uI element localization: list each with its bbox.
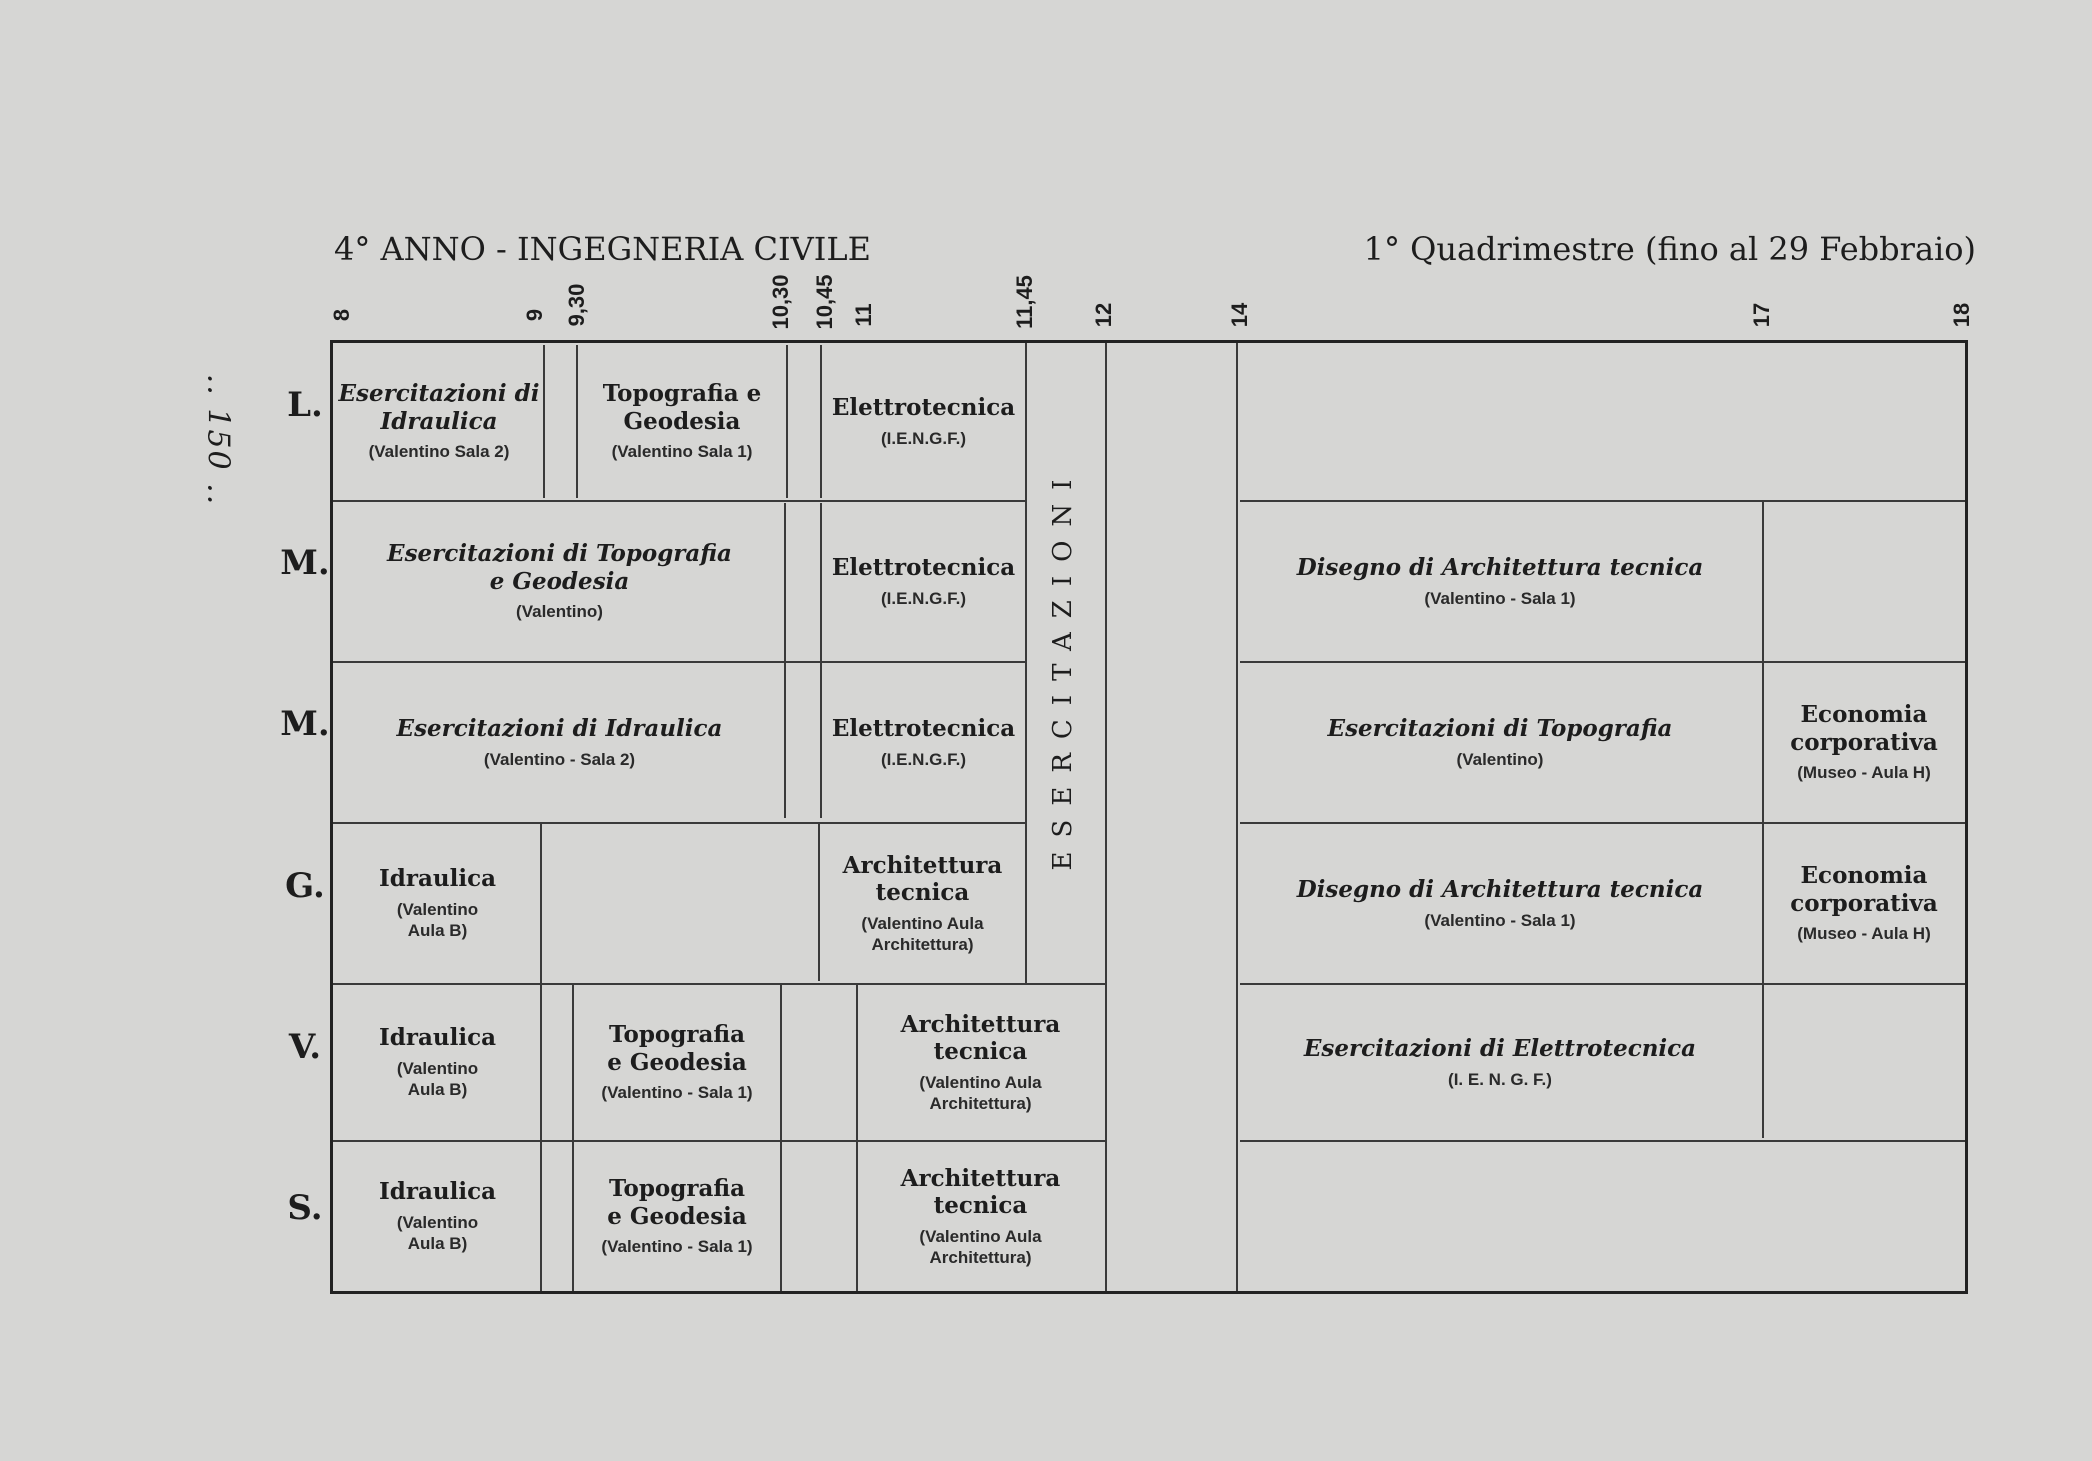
course-room: (Valentino Aula B) <box>396 1213 479 1254</box>
col-divider <box>540 824 542 1291</box>
course-room: (Valentino - Sala 1) <box>1424 910 1576 930</box>
course-room: (Valentino Aula B) <box>396 900 479 941</box>
col-divider <box>543 345 545 498</box>
course-title: Architettura tecnica <box>900 1010 1061 1066</box>
course-room: (Valentino) <box>1456 749 1544 769</box>
timetable-cell <box>1238 986 1762 1139</box>
course-room: (Valentino - Sala 2) <box>483 749 636 769</box>
esercitazioni-label: ESERCITAZIONI <box>1048 465 1078 871</box>
timetable-cell <box>1238 664 1762 821</box>
timetable-cell <box>578 345 786 498</box>
timetable-cell <box>1238 825 1762 982</box>
day-label: M. <box>280 543 330 583</box>
row-divider <box>1240 500 1965 502</box>
timetable-cell <box>335 1143 540 1290</box>
hour-label: 14 <box>1227 302 1252 328</box>
hour-label: 10,30 <box>768 274 793 330</box>
timetable-cell <box>822 664 1025 821</box>
course-title: Topografia e Geodesia <box>607 1175 747 1230</box>
course-title: Disegno di Architettura tecnica <box>1296 554 1704 582</box>
timetable-cell <box>335 503 784 660</box>
course-title: Esercitazioni di Idraulica <box>396 715 723 743</box>
course-room: (Valentino Aula Architettura) <box>861 913 984 955</box>
course-title: Esercitazioni di Topografia e Geodesia <box>387 540 732 595</box>
timetable-cell <box>1764 825 1964 982</box>
course-title: Idraulica <box>379 1178 496 1206</box>
course-room: (I. E. N. G. F.) <box>1448 1069 1552 1089</box>
course-title: Topografia e Geodesia <box>607 1021 747 1076</box>
row-divider <box>333 983 1105 985</box>
timetable-cell <box>335 825 540 982</box>
hour-label: 12 <box>1091 302 1116 328</box>
course-title: Elettrotecnica <box>831 554 1016 582</box>
course-room: (Valentino Sala 2) <box>368 442 510 462</box>
timetable-cell <box>335 664 784 821</box>
hour-label: 11 <box>851 303 876 327</box>
course-title: Economia corporativa <box>1790 701 1938 756</box>
hour-label: 18 <box>1949 302 1974 328</box>
hour-label: 17 <box>1749 302 1774 328</box>
day-label: G. <box>285 866 325 906</box>
day-label: S. <box>287 1188 323 1228</box>
course-room: (I.E.N.G.F.) <box>881 588 966 608</box>
course-room: (Valentino Aula Architettura) <box>919 1226 1042 1268</box>
timetable-cell <box>858 986 1103 1139</box>
schedule-title: 4° ANNO - INGEGNERIA CIVILE <box>334 230 872 268</box>
timetable-cell <box>820 825 1025 982</box>
hour-label: 9,30 <box>564 283 589 327</box>
hour-label: 11,45 <box>1012 275 1037 329</box>
day-label: M. <box>280 704 330 744</box>
course-title: Elettrotecnica <box>831 394 1016 422</box>
course-title: Disegno di Architettura tecnica <box>1296 876 1704 904</box>
course-room: (Valentino Sala 1) <box>611 442 753 462</box>
col-divider <box>784 503 786 818</box>
timetable-cell <box>858 1143 1103 1290</box>
course-room: (Valentino - Sala 1) <box>601 1083 753 1103</box>
course-title: Idraulica <box>379 865 496 893</box>
timetable-cell <box>822 503 1025 660</box>
day-label: L. <box>287 385 323 425</box>
hour-label: 10,45 <box>812 274 837 330</box>
course-room: (Valentino Aula B) <box>396 1059 479 1100</box>
col-divider <box>1025 343 1027 983</box>
row-divider <box>1240 661 1965 663</box>
course-title: Esercitazioni di Idraulica <box>338 380 540 435</box>
hour-label: 8 <box>329 308 354 322</box>
course-title: Topografia e Geodesia <box>602 380 762 435</box>
row-divider <box>333 500 1025 502</box>
timetable-cell <box>335 986 540 1139</box>
hour-label: 9 <box>522 308 547 322</box>
col-divider <box>780 985 782 1291</box>
course-title: Architettura tecnica <box>900 1164 1061 1220</box>
course-title: Economia corporativa <box>1790 862 1938 917</box>
timetable-cell <box>1238 503 1762 660</box>
row-divider <box>1240 822 1965 824</box>
period-label: 1° Quadrimestre (fino al 29 Febbraio) <box>1363 230 1976 268</box>
course-room: (Valentino - Sala 1) <box>1424 588 1576 608</box>
col-divider <box>1105 343 1107 1291</box>
course-title: Elettrotecnica <box>831 715 1016 743</box>
course-room: (I.E.N.G.F.) <box>881 428 966 448</box>
course-room: (Museo - Aula H) <box>1797 924 1931 944</box>
timetable-cell <box>574 1143 780 1290</box>
row-divider <box>1240 1140 1965 1142</box>
day-label: V. <box>288 1027 322 1067</box>
course-title: Idraulica <box>379 1024 496 1052</box>
page-number: .. 150 .. <box>200 373 236 507</box>
row-divider <box>333 661 1025 663</box>
course-room: (Museo - Aula H) <box>1797 763 1931 783</box>
course-title: Esercitazioni di Elettrotecnica <box>1303 1035 1697 1063</box>
row-divider <box>1240 983 1965 985</box>
timetable-cell <box>335 345 543 498</box>
timetable-cell <box>574 986 780 1139</box>
course-title: Architettura tecnica <box>842 851 1003 907</box>
course-room: (Valentino - Sala 1) <box>601 1237 753 1257</box>
timetable-cell <box>822 345 1025 498</box>
col-divider <box>786 345 788 498</box>
course-room: (Valentino Aula Architettura) <box>919 1072 1042 1114</box>
course-room: (Valentino) <box>516 602 603 622</box>
row-divider <box>333 822 1025 824</box>
course-title: Esercitazioni di Topografia <box>1327 715 1673 743</box>
timetable-cell <box>1764 664 1964 821</box>
course-room: (I.E.N.G.F.) <box>881 749 966 769</box>
row-divider <box>333 1140 1105 1142</box>
